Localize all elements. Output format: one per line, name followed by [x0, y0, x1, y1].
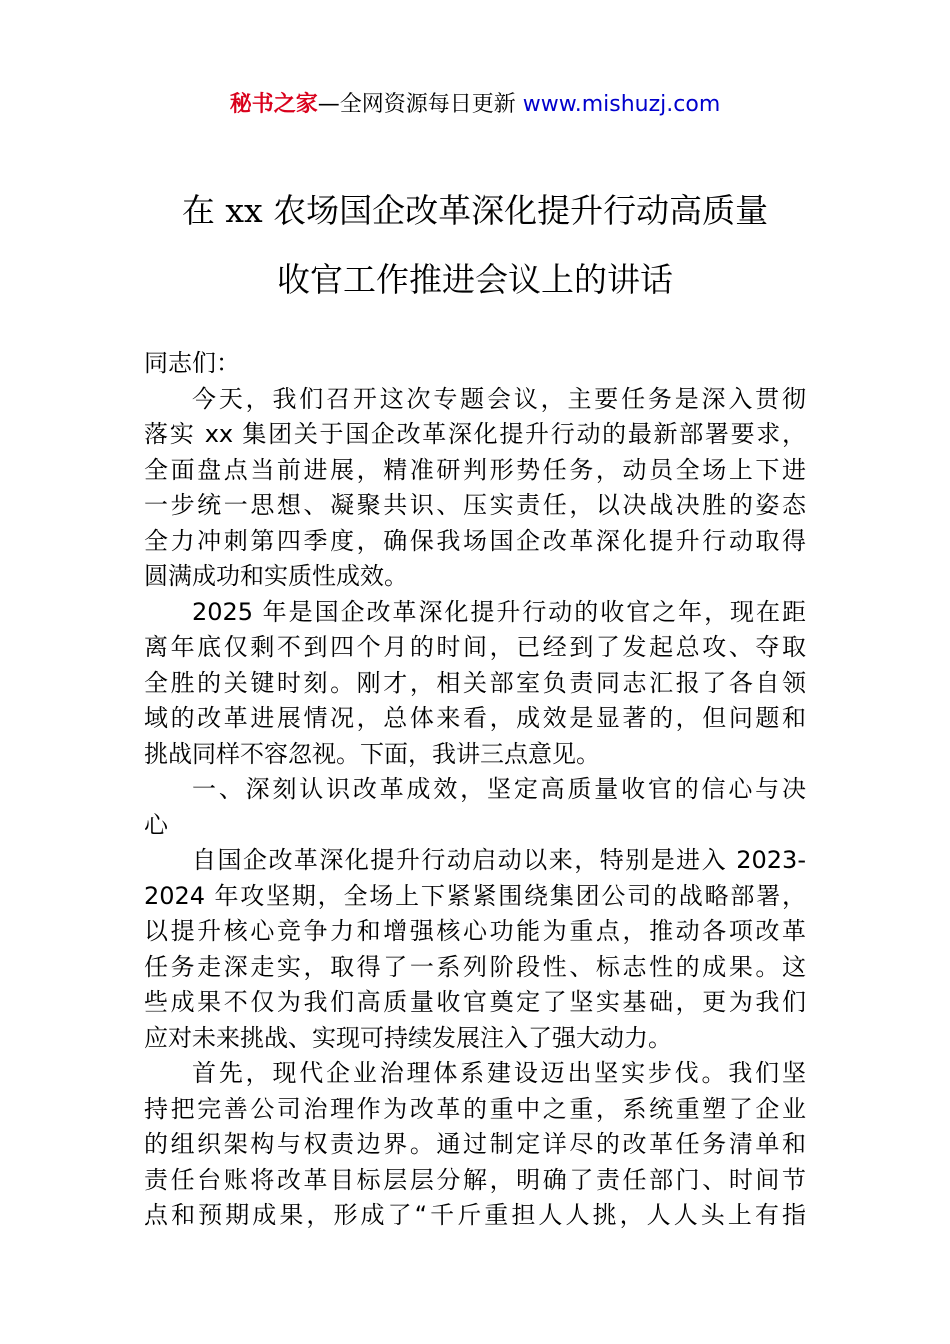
document-title-line-2: 收官工作推进会议上的讲话: [277, 260, 673, 299]
text-line: 域的改革进展情况，总体来看，成效是显著的，但问题和: [144, 704, 806, 732]
site-url-link[interactable]: www.mishuzj.com: [522, 92, 721, 117]
text-line: 全面盘点当前进展，精准研判形势任务，动员全场上下进: [144, 455, 806, 484]
text-line: 以提升核心竞争力和增强核心功能为重点，推动各项改革: [144, 917, 806, 945]
text-line: 的组织架构与权责边界。通过制定详尽的改革任务清单和: [144, 1130, 806, 1158]
heading-line: 心: [144, 810, 168, 839]
paragraph-intro: [144, 382, 806, 595]
paragraph-context: [144, 595, 806, 773]
text-line: 责任台账将改革目标层层分解，明确了责任部门、时间节: [144, 1165, 806, 1194]
text-line: 2024 年攻坚期，全场上下紧紧围绕集团公司的战略部署，: [144, 881, 806, 910]
text-line: 离年底仅剩不到四个月的时间，已经到了发起总攻、夺取: [144, 633, 806, 661]
text-line: 全胜的关键时刻。刚才，相关部室负责同志汇报了各自领: [144, 668, 806, 697]
text-line: 全力冲刺第四季度，确保我场国企改革深化提升行动取得: [144, 526, 806, 555]
text-line: 首先，现代企业治理体系建设迈出坚实步伐。我们坚: [192, 1059, 806, 1087]
document-body: [144, 346, 806, 1234]
salutation-line: 同志们：: [144, 349, 240, 377]
text-line: 挑战同样不容忽视。下面，我讲三点意见。: [144, 739, 600, 768]
text-line: 些成果不仅为我们高质量收官奠定了坚实基础，更为我们: [144, 988, 806, 1016]
site-slogan: —全网资源每日更新: [317, 92, 523, 117]
text-line: 应对未来挑战、实现可持续发展注入了强大动力。: [144, 1023, 672, 1052]
text-line: 自国企改革深化提升行动启动以来，特别是进入 2023-: [192, 846, 806, 874]
section-heading-1: [144, 772, 806, 843]
text-line: 持把完善公司治理作为改革的重中之重，系统重塑了企业: [144, 1094, 806, 1123]
text-line: 圆满成功和实质性成效。: [144, 562, 408, 590]
site-header: [0, 88, 950, 122]
site-brand: 秘书之家: [229, 92, 318, 117]
paragraph-achievements: [144, 843, 806, 1056]
text-line: 落实 xx 集团关于国企改革深化提升行动的最新部署要求，: [144, 420, 806, 448]
paragraph-governance: [144, 1056, 806, 1234]
text-line: 点和预期成果，形成了“千斤重担人人挑，人人头上有指: [144, 1201, 806, 1229]
text-line: 任务走深走实，取得了一系列阶段性、标志性的成果。这: [144, 952, 806, 981]
text-line: 2025 年是国企改革深化提升行动的收官之年，现在距: [192, 597, 806, 626]
text-line: 一步统一思想、凝聚共识、压实责任，以决战决胜的姿态: [144, 491, 806, 519]
salutation: [144, 346, 806, 382]
text-line: 今天，我们召开这次专题会议，主要任务是深入贯彻: [192, 384, 806, 413]
document-title-line-1: 在 xx 农场国企改革深化提升行动高质量: [181, 191, 769, 230]
heading-line: 一、深刻认识改革成效，坚定高质量收官的信心与决: [192, 775, 806, 803]
